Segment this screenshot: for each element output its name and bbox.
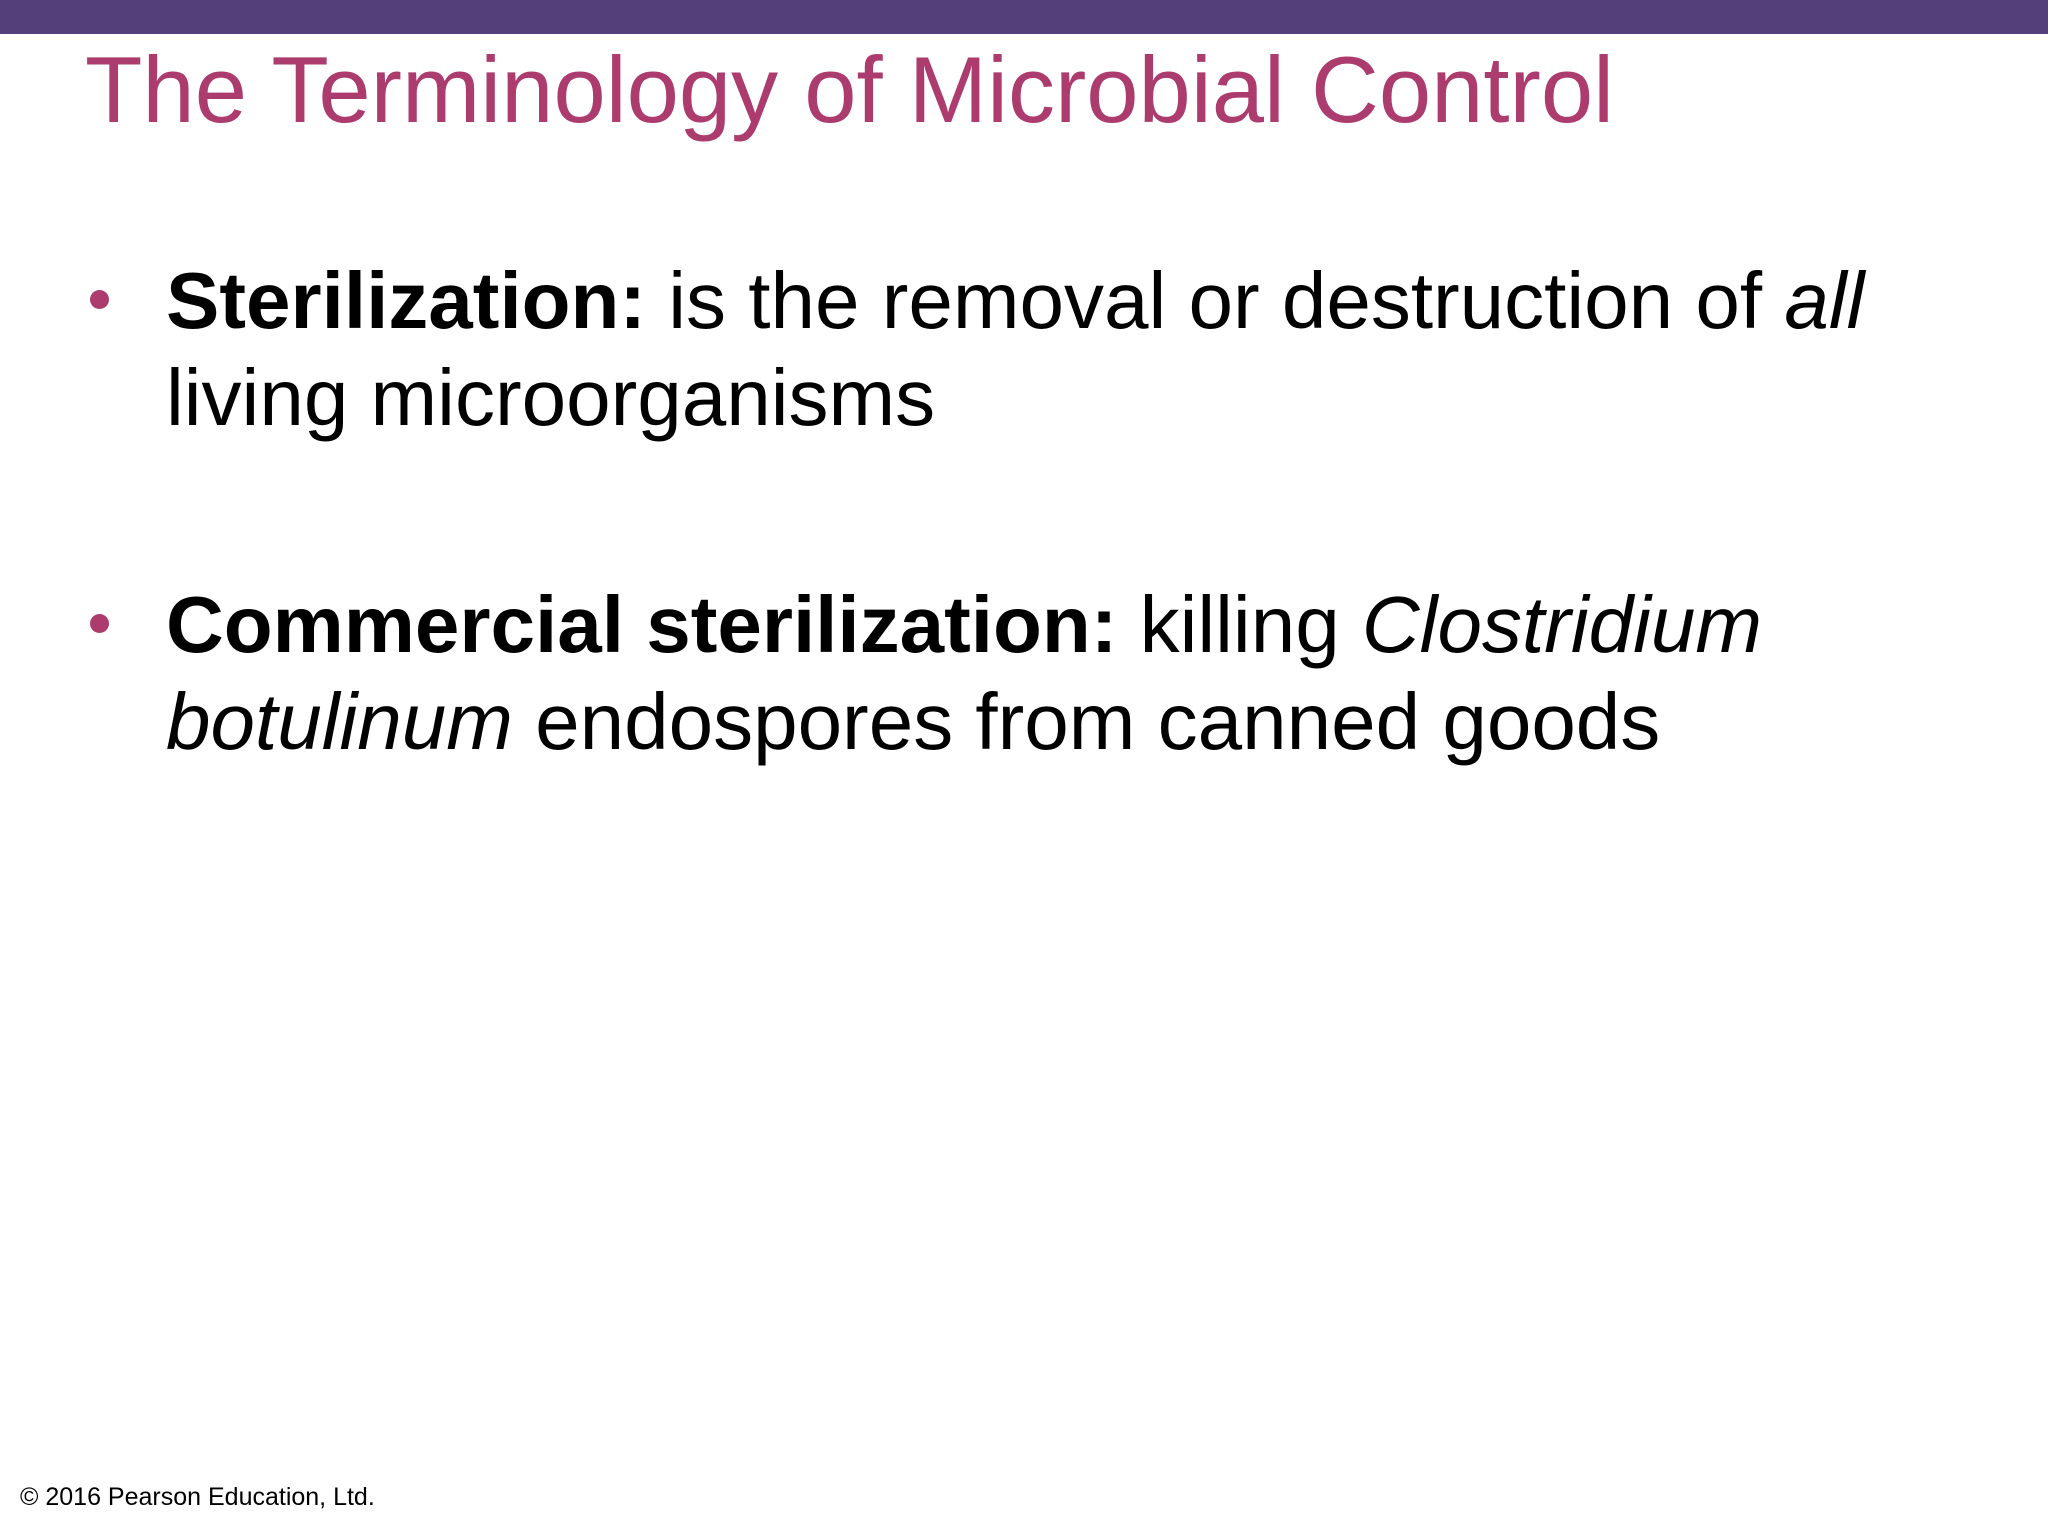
term-commercial-sterilization: Commercial sterilization: <box>166 580 1118 669</box>
definition-text: is the removal or destruction of <box>646 256 1785 345</box>
term-sterilization: Sterilization: <box>166 256 647 345</box>
bullet-dot-icon <box>90 290 109 309</box>
slide-title: The Terminology of Microbial Control <box>85 37 1615 142</box>
copyright-footer: © 2016 Pearson Education, Ltd. <box>20 1483 375 1511</box>
definition-text: killing <box>1117 580 1362 669</box>
bullet-sterilization <box>166 252 1966 446</box>
definition-text: living microorganisms <box>166 353 936 442</box>
organism-name: Clostridium botulinum <box>166 580 1762 766</box>
definition-emphasis: all <box>1784 256 1865 345</box>
top-accent-bar <box>0 0 2048 34</box>
bullet-commercial-sterilization <box>166 576 1966 770</box>
bullet-dot-icon <box>90 614 109 633</box>
definition-text: endospores from canned goods <box>512 677 1661 766</box>
